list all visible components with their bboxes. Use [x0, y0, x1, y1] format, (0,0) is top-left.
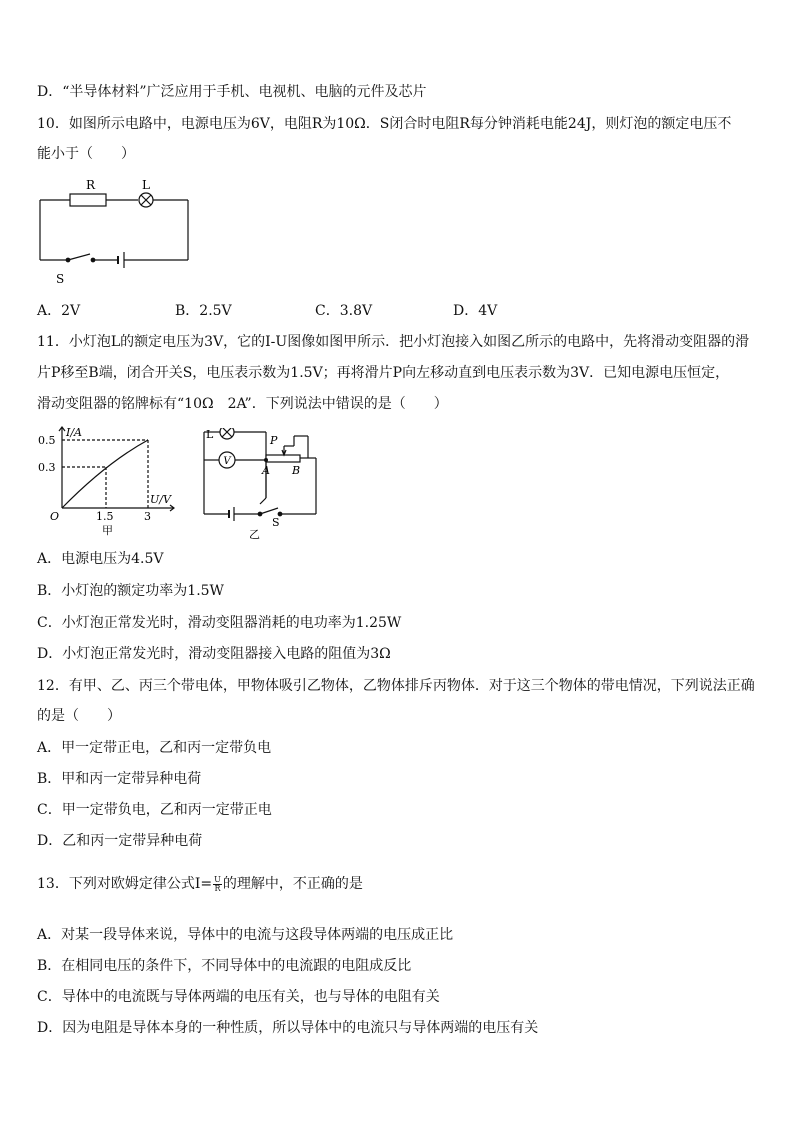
q13-stem-prefix: 13．下列对欧姆定律公式I= [37, 876, 213, 892]
q11-label-S: S [272, 516, 280, 529]
q11-iu-graph [36, 423, 186, 543]
q11-origin-label: O [50, 510, 60, 523]
q12-option-b: B．甲和丙一定带异种电荷 [37, 771, 202, 787]
q13-option-d: D．因为电阻是导体本身的一种性质，所以导体中的电流只与导体两端的电压有关 [37, 1020, 539, 1036]
q11-stem-line2: 片P移至B端，闭合开关S，电压表示数为1.5V；再将滑片P向左移动直到电压表示数为3V．已知电源电压恒定， [37, 365, 730, 381]
q11-x-tick-3: 3 [144, 510, 151, 523]
q11-stem-line1: 11．小灯泡L的额定电压为3V，它的I-U图像如图甲所示．把小灯泡接入如图乙所示的电路中，先将滑动变阻器的滑 [37, 334, 750, 350]
q13-frac-den: R [214, 883, 221, 893]
q11-option-b: B．小灯泡的额定功率为1.5W [37, 583, 224, 599]
q13-formula-fraction [213, 876, 222, 893]
q12-option-d: D．乙和丙一定带异种电荷 [37, 833, 203, 849]
q11-label-B: B [292, 464, 301, 477]
q10-label-R: R [86, 178, 96, 192]
q10-label-S: S [56, 272, 65, 286]
q12-option-c: C．甲一定带负电，乙和丙一定带正电 [37, 802, 272, 818]
q11-stem-line3: 滑动变阻器的铭牌标有“10Ω 2A”．下列说法中错误的是（ ） [37, 396, 448, 412]
q12-stem-line1: 12．有甲、乙、丙三个带电体，甲物体吸引乙物体，乙物体排斥丙物体．对于这三个物体的带电情况，下列说法正确 [37, 678, 755, 694]
q11-y-axis-label: I/A [66, 426, 82, 439]
q10-switch-S [68, 254, 90, 260]
q11-iu-curve [62, 440, 148, 508]
q10-label-L: L [142, 178, 150, 192]
q11-option-c: C．小灯泡正常发光时，滑动变阻器消耗的电功率为1.25W [37, 615, 402, 631]
q12-option-a: A．甲一定带正电，乙和丙一定带负电 [37, 740, 272, 756]
q13-option-c: C．导体中的电流既与导体两端的电压有关，也与导体的电阻有关 [37, 989, 440, 1005]
q11-graph-caption: 甲 [102, 524, 113, 537]
q11-x-axis-label: U/V [150, 493, 171, 506]
q11-label-P: P [270, 434, 278, 447]
q11-rheostat [266, 455, 300, 462]
q10-option-d: D．4V [453, 303, 498, 319]
q13-frac-num: U [214, 874, 221, 884]
q10-option-b: B．2.5V [175, 303, 232, 319]
q11-lamp-L [220, 428, 234, 439]
q11-circuit-diagram [196, 428, 326, 543]
q11-y-tick-05: 0.5 [38, 434, 56, 447]
q13-stem [37, 875, 363, 893]
q10-option-a: A．2V [37, 303, 81, 319]
q11-option-a: A．电源电压为4.5V [37, 551, 164, 567]
q13-option-b: B．在相同电压的条件下，不同导体中的电流跟的电阻成反比 [37, 958, 412, 974]
q10-stem-line1: 10．如图所示电路中，电源电压为6V，电阻R为10Ω．S闭合时电阻R每分钟消耗电能24J，则灯泡的额定电压不 [37, 116, 732, 132]
q11-switch-S [260, 508, 278, 514]
q10-option-c: C．3.8V [315, 303, 373, 319]
q12-stem-line2: 的是（ ） [37, 708, 121, 724]
q9-option-d: D．“半导体材料”广泛应用于手机、电视机、电脑的元件及芯片 [37, 84, 427, 100]
q10-circuit-diagram [30, 175, 200, 295]
q11-x-tick-15: 1.5 [96, 510, 114, 523]
q11-circuit-caption: 乙 [249, 528, 260, 541]
q11-label-A: A [262, 464, 270, 477]
q11-label-V: V [223, 456, 231, 467]
q11-label-L: L [206, 428, 214, 441]
q13-stem-suffix: 的理解中，不正确的是 [222, 876, 363, 892]
q11-y-tick-03: 0.3 [38, 461, 56, 474]
q13-option-a: A．对某一段导体来说，导体中的电流与这段导体两端的电压成正比 [37, 927, 454, 943]
q11-option-d: D．小灯泡正常发光时，滑动变阻器接入电路的阻值为3Ω [37, 646, 391, 662]
q10-stem-line2: 能小于（ ） [37, 146, 135, 162]
q10-resistor-R [70, 194, 106, 206]
